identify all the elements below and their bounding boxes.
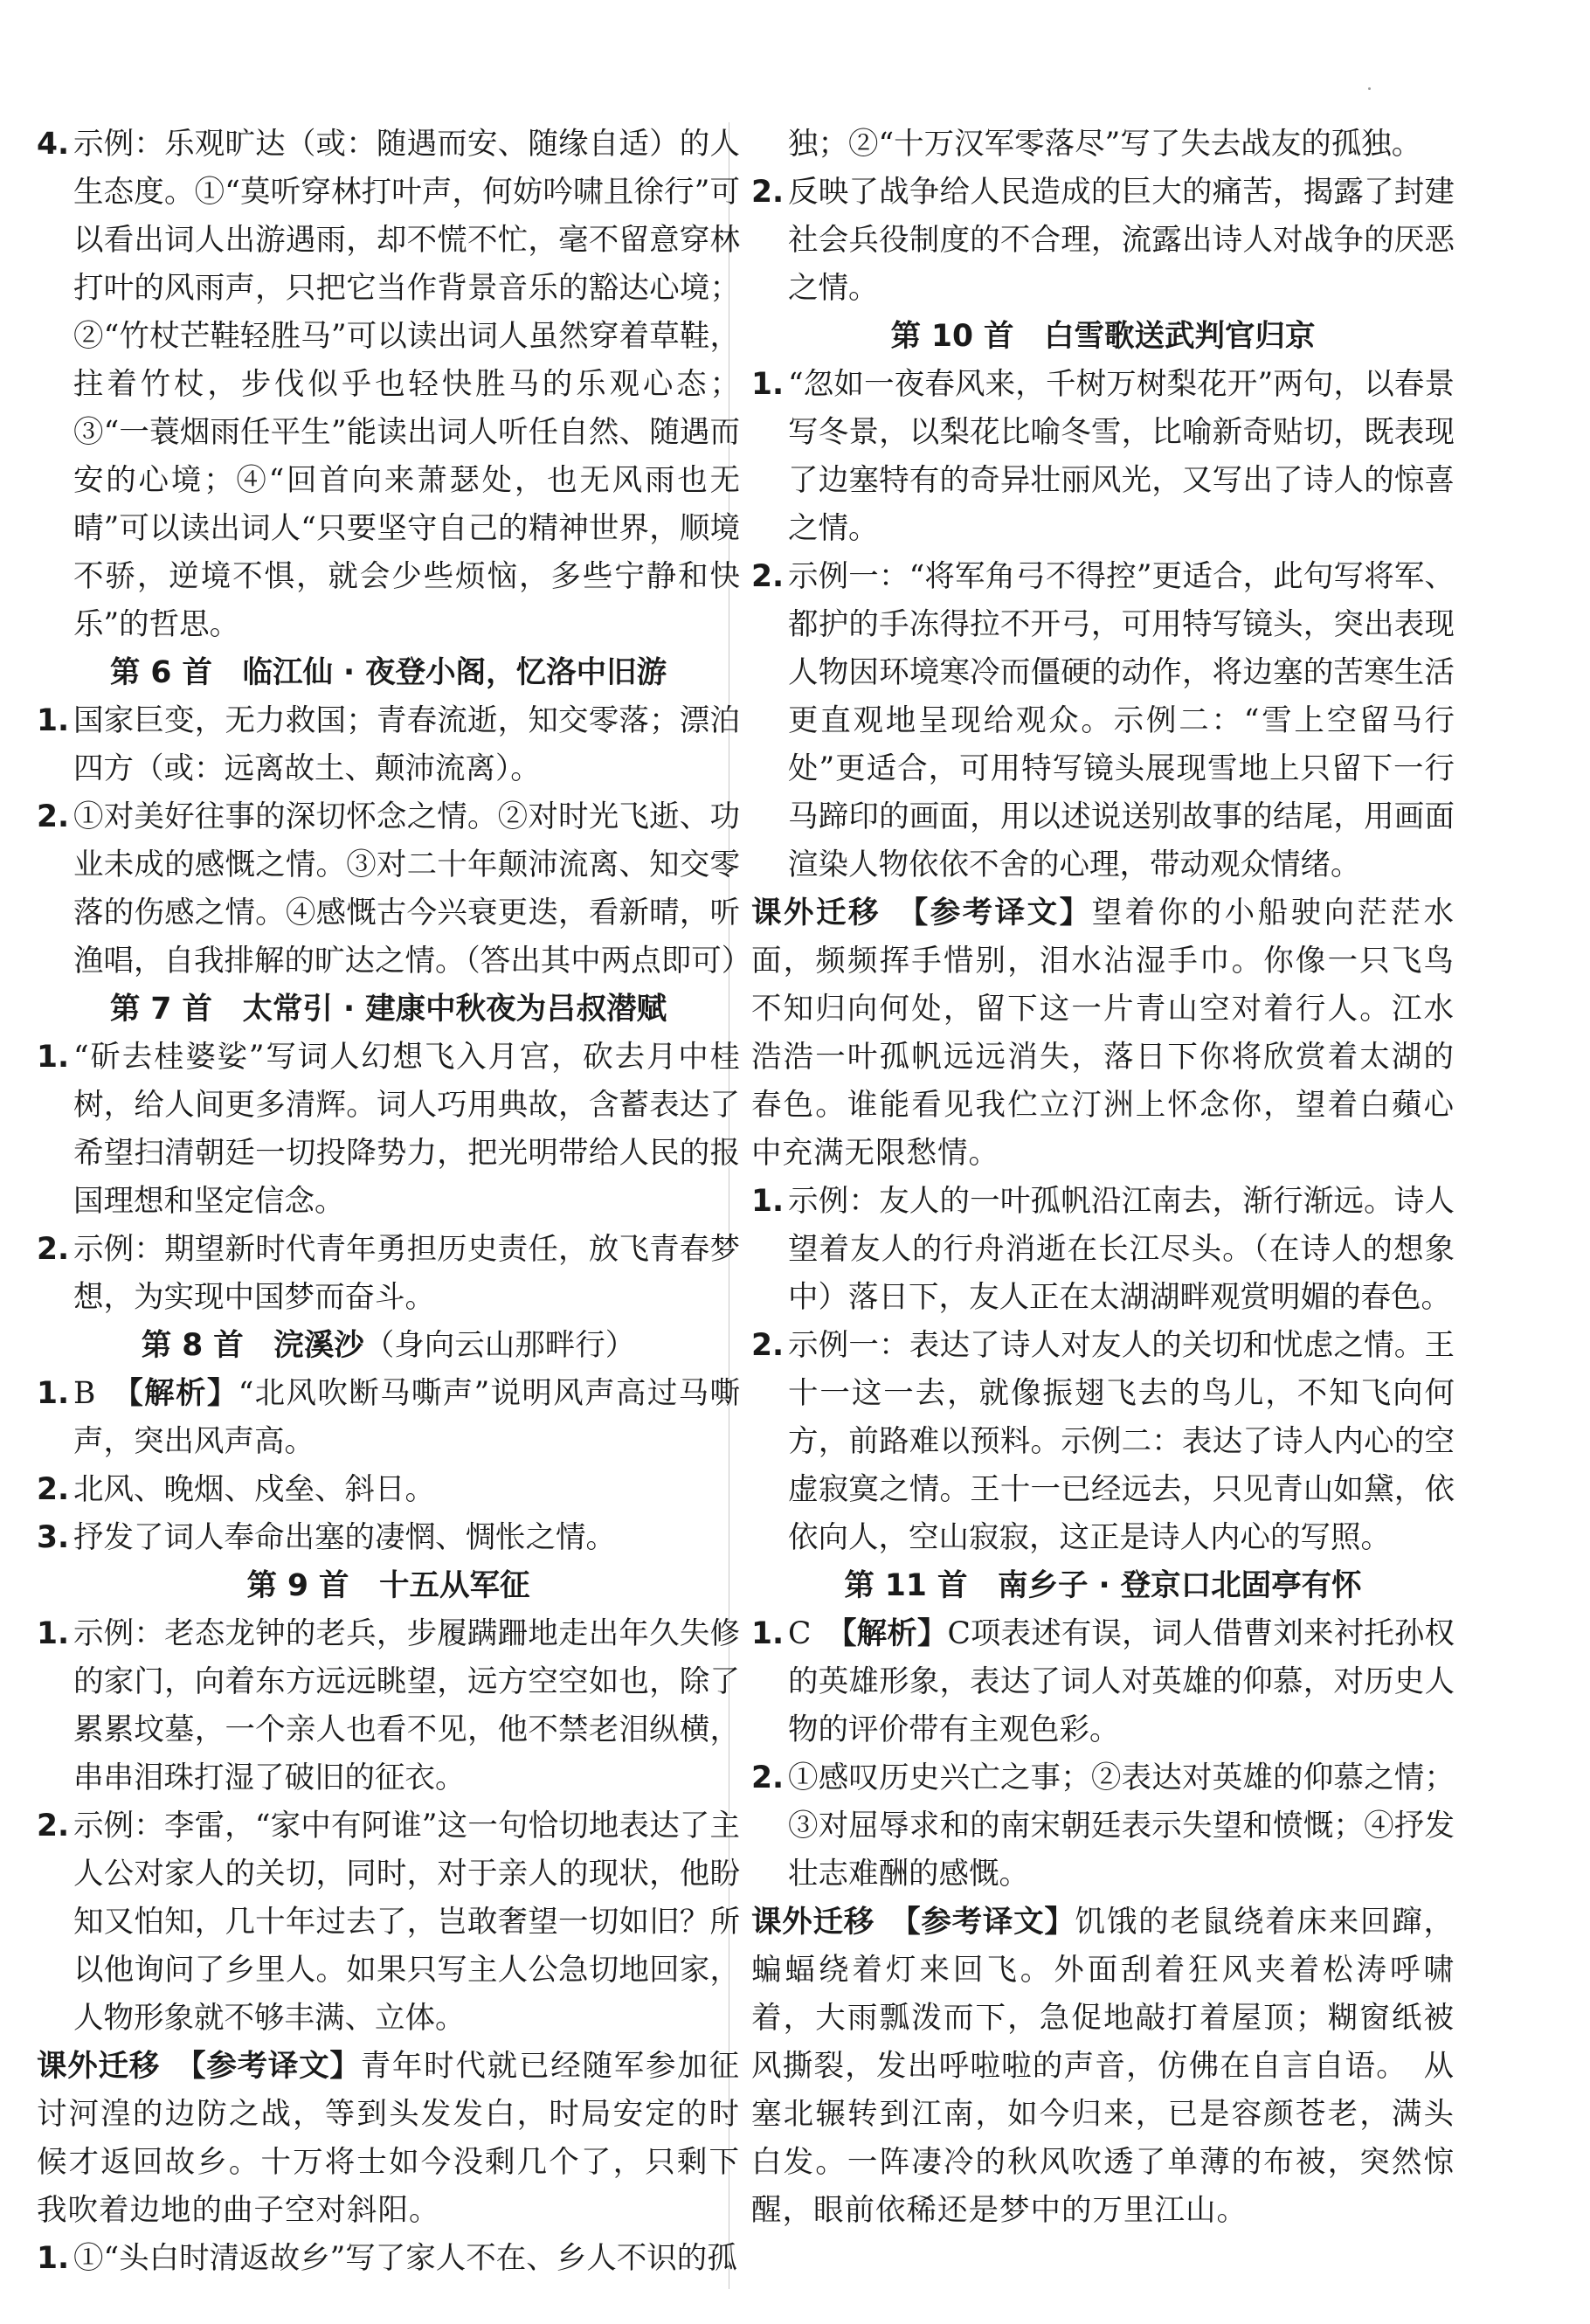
poem-heading-11: 第 11 首 南乡子 · 登京口北固亭有怀 [844, 1568, 1362, 1603]
answer-item: 1. “斫去桂婆娑”写词人幻想飞入月宫，砍去月中桂树，给人间更多清辉。词人巧用典故，含蓄表达了希望扫清朝廷一切投降势力，把光明带给人民的报国理想和坚定信念。 [37, 1040, 740, 1219]
answer-item: 3. 抒发了词人奉命出塞的凄惘、惆怅之情。 [37, 1520, 616, 1555]
poem-heading-10: 第 10 首 白雪歌送武判官归京 [890, 319, 1316, 354]
poem-heading-9: 第 9 首 十五从军征 [246, 1568, 530, 1603]
corner-mark [1368, 87, 1371, 90]
answer-item: 2. 反映了战争给人民造成的巨大的痛苦，揭露了封建社会兵役制度的不合理，流露出诗人对战争的厌恶之情。 [751, 175, 1455, 306]
left-column [37, 121, 752, 2283]
answer-item: 2. 示例一：表达了诗人对友人的关切和忧虑之情。王十一这一去，就像振翅飞去的鸟儿，不知飞向何方，前路难以预料。示例二：表达了诗人内心的空虚寂寞之情。王十一已经远去，只见青山如黛，依依向人，空山寂寂，这正是诗人内心的写照。 [751, 1328, 1455, 1555]
answer-item: 2. ①感叹历史兴亡之事；②表达对英雄的仰慕之情；③对屈辱求和的南宋朝廷表示失望和愤慨；④抒发壮志难酬的感慨。 [751, 1760, 1455, 1892]
extension-translation: 课外迁移 【参考译文】望着你的小船驶向茫茫水面，频频挥手惜别，泪水沾湿手巾。你像一只飞鸟不知归向何处，留下这一片青山空对着行人。江水浩浩一叶孤帆远远消失，落日下你将欣赏着太湖的春色。谁能看见我伫立汀洲上怀念你，望着白蘋心中充满无限愁情。 [751, 896, 1455, 1171]
poem-heading-8: 第 8 首 浣溪沙（身向云山那畔行） [141, 1328, 636, 1363]
extension-translation: 课外迁移 【参考译文】青年时代就已经随军参加征讨河湟的边防之战，等到头发发白，时局安定的时候才返回故乡。十万将士如今没剩几个了，只剩下我吹着边地的曲子空对斜阳。 [37, 2049, 741, 2228]
right-column [751, 121, 1455, 2235]
extension-translation: 课外迁移 【参考译文】饥饿的老鼠绕着床来回蹿，蝙蝠绕着灯来回飞。外面刮着狂风夹着松涛呼啸着，大雨瓢泼而下，急促地敲打着屋顶；糊窗纸被风撕裂，发出呼啦啦的声音，仿佛在自言自语。 从塞北辗转到江南，如今归来，已是容颜苍老，满头白发。一阵凄冷的秋风吹透了单薄的布被，突然惊醒，眼前依稀还是梦中的万里江山。 [751, 1905, 1455, 2228]
answer-item: 2. ①对美好往事的深切怀念之情。②对时光飞逝、功业未成的感慨之情。③对二十年颠沛流离、知交零落的伤感之情。④感慨古今兴衰更迭，看新晴，听渔唱，自我排解的旷达之情。（答出其中两点即可） [37, 799, 752, 979]
answer-item: 2. 示例：期望新时代青年勇担历史责任，放飞青春梦想，为实现中国梦而奋斗。 [37, 1232, 740, 1315]
answer-item: 1. B 【解析】“北风吹断马嘶声”说明风声高过马嘶声，突出风声高。 [37, 1376, 741, 1459]
answer-item: 1. 示例：老态龙钟的老兵，步履蹒跚地走出年久失修的家门，向着东方远远眺望，远方空空如也，除了累累坟墓，一个亲人也看不见，他不禁老泪纵横，串串泪珠打湿了破旧的征衣。 [37, 1616, 740, 1795]
answer-item: 1. 示例：友人的一叶孤帆沿江南去，渐行渐远。诗人望着友人的行舟消逝在长江尽头。（在诗人的想象中）落日下，友人正在太湖湖畔观赏明媚的春色。 [751, 1184, 1455, 1315]
answer-item: 2. 北风、晚烟、戍垒、斜日。 [37, 1472, 435, 1507]
answer-item: 2. 示例一：“将军角弓不得控”更适合，此句写将军、都护的手冻得拉不开弓，可用特写镜头，突出表现人物因环境寒冷而僵硬的动作，将边塞的苦寒生活更直观地呈现给观众。示例二：“雪上空留马行处”更适合，可用特写镜头展现雪地上只留下一行马蹄印的画面，用以述说送别故事的结尾，用画面渲染人物依依不舍的心理，带动观众情绪。 [751, 559, 1455, 882]
poem-heading-6: 第 6 首 临江仙 · 夜登小阁，忆洛中旧游 [109, 655, 667, 690]
answer-item: 1. “忽如一夜春风来，千树万树梨花开”两句，以春景写冬景，以梨花比喻冬雪，比喻新奇贴切，既表现了边塞特有的奇异壮丽风光，又写出了诗人的惊喜之情。 [751, 367, 1455, 546]
poem-heading-7: 第 7 首 太常引 · 建康中秋夜为吕叔潜赋 [109, 992, 667, 1027]
answer-item: 2. 示例：李雷，“家中有阿谁”这一句恰切地表达了主人公对家人的关切，同时，对于亲人的现状，他盼知又怕知，几十年过去了，岂敢奢望一切如旧？所以他询问了乡里人。如果只写主人公急切地回家，人物形象就不够丰满、立体。 [37, 1809, 740, 2036]
answer-item: 4. 示例：乐观旷达（或：随遇而安、随缘自适）的人生态度。①“莫听穿林打叶声，何妨吟啸且徐行”可以看出词人出游遇雨，却不慌不忙，毫不留意穿林打叶的风雨声，只把它当作背景音乐的豁达心境；②“竹杖芒鞋轻胜马”可以读出词人虽然穿着草鞋，拄着竹杖，步伐似乎也轻快胜马的乐观心态；③“一蓑烟雨任平生”能读出词人听任自然、随遇而安的心境；④“回首向来萧瑟处，也无风雨也无晴”可以读出词人“只要坚守自己的精神世界，顺境不骄，逆境不惧，就会少些烦恼，多些宁静和快乐”的哲思。 [37, 127, 740, 642]
answer-item: 1. ①“头白时清返故乡”写了家人不在、乡人不识的孤 [37, 2241, 737, 2276]
answer-item-continued: 独；②“十万汉军零落尽”写了失去战友的孤独。 [788, 127, 1422, 162]
answer-item: 1. 国家巨变，无力救国；青春流逝，知交零落；漂泊四方（或：远离故土、颠沛流离）。 [37, 703, 740, 786]
answer-item: 1. C 【解析】C项表述有误，词人借曹刘来衬托孙权的英雄形象，表达了词人对英雄的仰慕，对历史人物的评价带有主观色彩。 [751, 1616, 1455, 1747]
